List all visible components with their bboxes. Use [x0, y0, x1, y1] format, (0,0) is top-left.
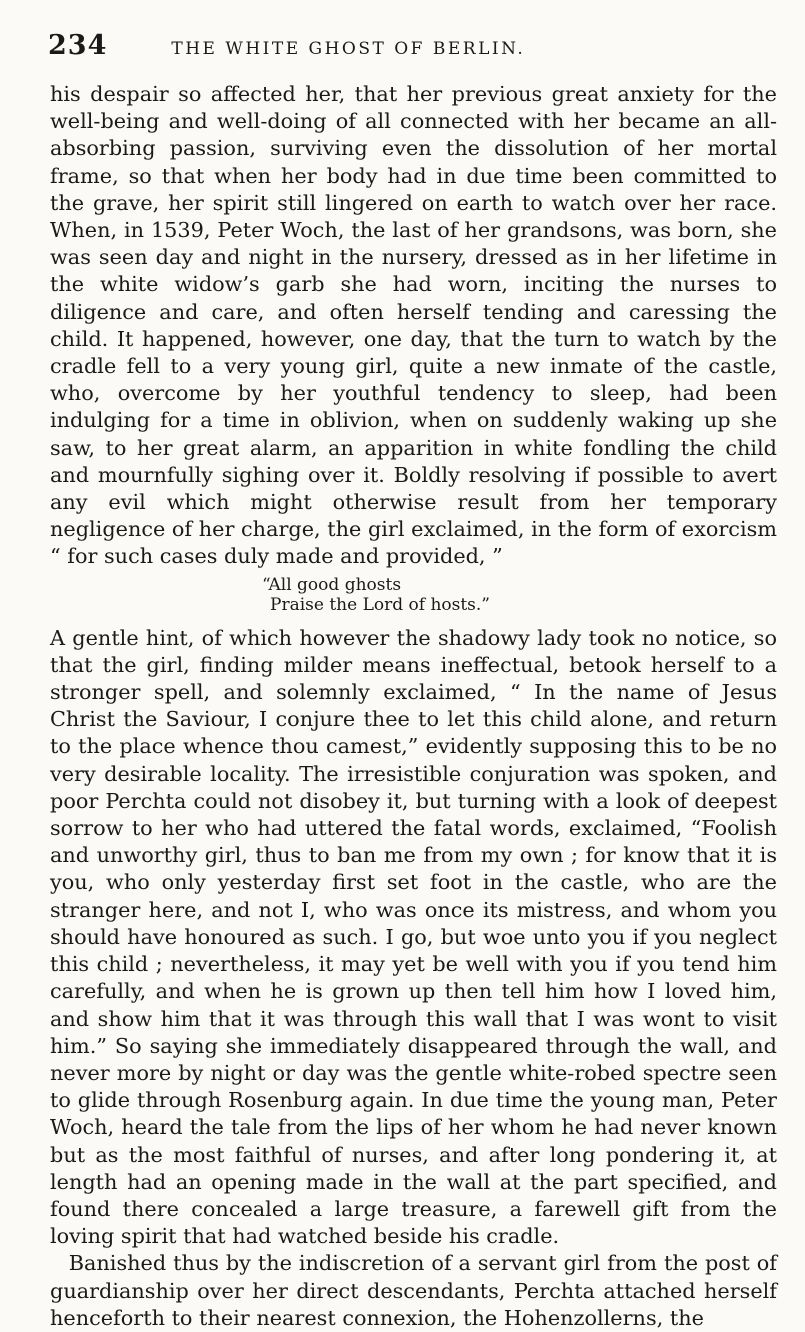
verse-quote — [50, 575, 777, 615]
page-header — [48, 30, 777, 61]
verse-line-2: Praise the Lord of hosts.” — [270, 594, 490, 615]
paragraph-3: Banished thus by the indiscretion of a servant girl from the post of guardianship over her direct descendants, Perchta attached herself henceforth to their nearest connexion, the Hohenzollerns, the — [50, 1251, 777, 1330]
page-number: 234 — [48, 30, 108, 61]
verse-line-1: “All good ghosts — [262, 574, 402, 595]
paragraph-2: A gentle hint, of which however the shadowy lady took no notice, so that the girl, finding milder means ineffectual, betook herself to a stronger spell, and solemnly exclaimed, “ In the name of Jesus Christ the Saviour, I conjure thee to let this child alone, and return to the place whence thou camest,” evidently supposing this to be no very desirable locality. The irresistible conjuration was spoken, and poor Perchta could not disobey it, but turning with a look of deepest sorrow to her who had uttered the fatal words, exclaimed, “Foolish and unworthy girl, thus to ban me from my own ; for know that it is you, who only yesterday first set foot in the castle, who are the stranger here, and not I, who was once its mistress, and whom you should have honoured as such. I go, but woe unto you if you neglect this child ; nevertheless, it may yet be well with you if you tend him carefully, and when he is grown up then tell him how I loved him, and show him that it was through this wall that I was wont to visit him.” So saying she immediately disappeared through the wall, and never more by night or day was the gentle white-robed spectre seen to glide through Rosenburg again. In due time the young man, Peter Woch, heard the tale from the lips of her whom he had never known but as the most faithful of nurses, and after long pondering it, at length had an opening made in the wall at the part specified, and found there concealed a large treasure, a farewell gift from the loving spirit that had watched beside his cradle. — [50, 625, 777, 1249]
running-title: THE WHITE GHOST OF BERLIN. — [171, 39, 526, 59]
paragraph-1: his despair so affected her, that her previous great anxiety for the well-being and well-doing of all connected with her became an all-absorbing passion, surviving even the dissolution of her mortal frame, so that when her body had in due time been committed to the grave, her spirit still lingered on earth to watch over her race. When, in 1539, Peter Woch, the last of her grandsons, was born, she was seen day and night in the nursery, dressed as in her lifetime in the white widow’s garb she had worn, inciting the nurses to diligence and care, and often herself tending and caressing the child. It happened, however, one day, that the turn to watch by the cradle fell to a very young girl, quite a new inmate of the castle, who, overcome by her youthful tendency to sleep, had been indulging for a time in oblivion, when on suddenly waking up she saw, to her great alarm, an apparition in white fondling the child and mournfully sighing over it. Boldly resolving if possible to avert any evil which might otherwise result from her temporary negligence of her charge, the girl exclaimed, in the form of exorcism “ for such cases duly made and provided, ” — [50, 82, 777, 569]
